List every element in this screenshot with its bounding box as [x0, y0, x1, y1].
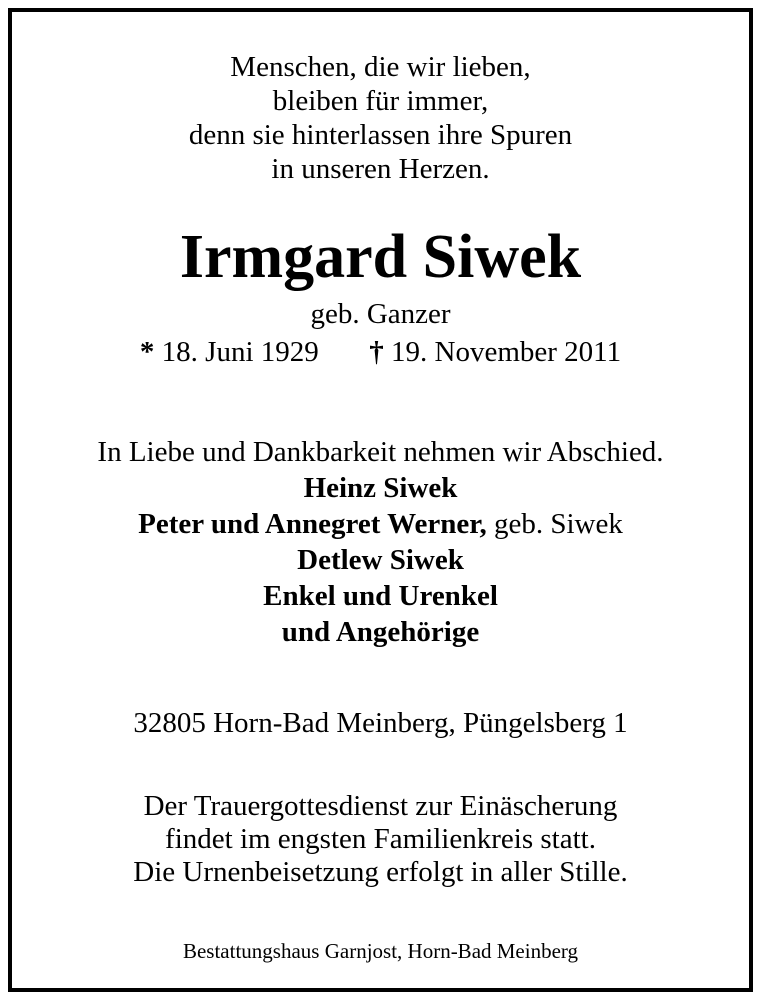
birth-star-icon: * — [139, 336, 155, 368]
poem-verse — [0, 50, 761, 186]
family-member-4: Enkel und Urenkel — [263, 580, 498, 612]
family-member-2-name: Peter und Annegret Werner, — [138, 508, 487, 540]
maiden-name: geb. Ganzer — [310, 298, 451, 330]
poem-line-2: bleiben für immer, — [272, 85, 489, 117]
poem-line-1: Menschen, die wir lieben, — [230, 51, 531, 83]
service-line-2: findet im engsten Familienkreis statt. — [165, 823, 596, 855]
family-address: 32805 Horn-Bad Meinberg, Püngelsberg 1 — [133, 707, 628, 739]
family-member-2-suffix: geb. Siwek — [493, 508, 623, 540]
death-date: 19. November 2011 — [391, 336, 622, 368]
family-member-1: Heinz Siwek — [303, 472, 458, 504]
poem-line-3: denn sie hinterlassen ihre Spuren — [188, 119, 573, 151]
service-info — [0, 790, 761, 889]
undertaker-credit: Bestattungshaus Garnjost, Horn-Bad Meinberg — [182, 939, 579, 963]
family-list — [0, 470, 761, 650]
service-line-3: Die Urnenbeisetzung erfolgt in aller Stille. — [133, 856, 628, 888]
death-cross-icon: † — [369, 336, 384, 368]
family-member-2 — [0, 506, 761, 542]
service-line-1: Der Trauergottesdienst zur Einäscherung — [143, 790, 618, 822]
life-dates — [0, 335, 761, 369]
poem-line-4: in unseren Herzen. — [271, 153, 490, 185]
family-member-5: und Angehörige — [281, 616, 480, 648]
deceased-name: Irmgard Siwek — [179, 223, 582, 291]
birth-date: 18. Juni 1929 — [161, 336, 319, 368]
family-member-3: Detlew Siwek — [297, 544, 464, 576]
farewell-text: In Liebe und Dankbarkeit nehmen wir Abschied. — [97, 436, 664, 468]
